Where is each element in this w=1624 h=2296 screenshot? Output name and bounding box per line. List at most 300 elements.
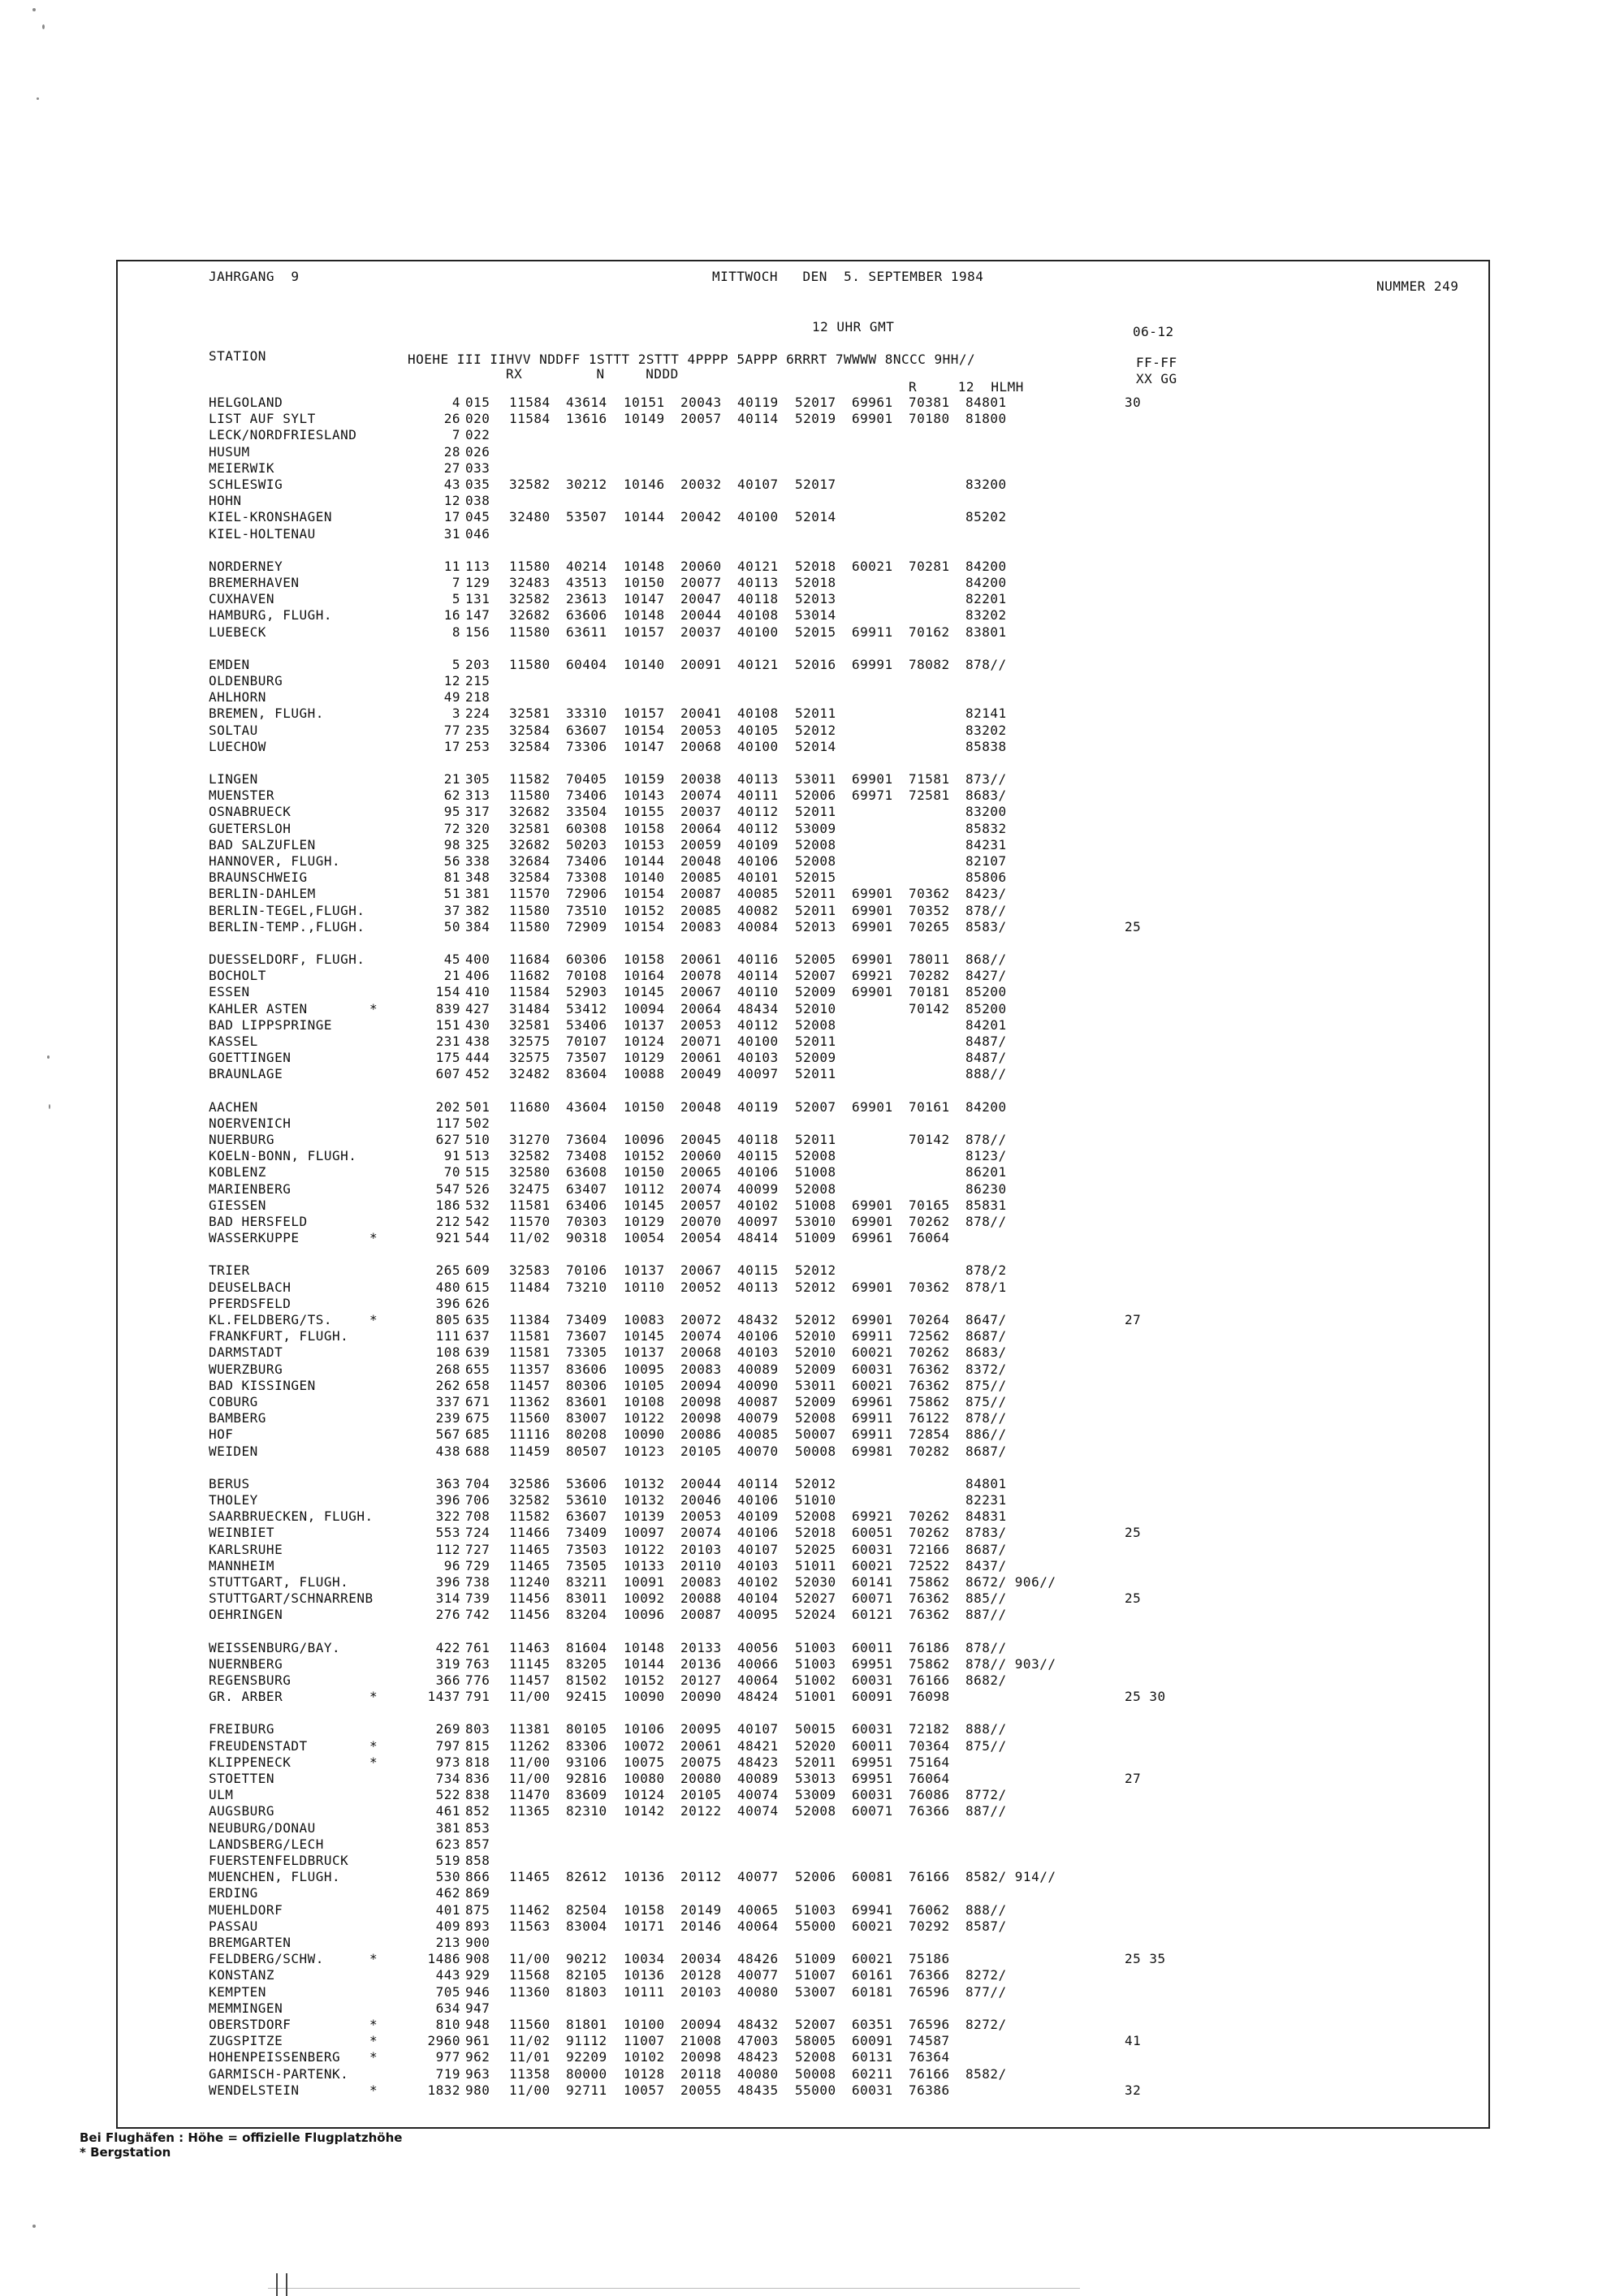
station-height: 16	[443, 607, 460, 624]
station-id: 313	[465, 788, 490, 804]
synop-group: 84231	[965, 836, 1007, 852]
synop-group: 8683/	[965, 788, 1007, 804]
station-height: 973	[435, 1754, 460, 1770]
synop-group: 80000	[566, 2065, 607, 2082]
synop-group: 10152	[624, 902, 665, 918]
wind-gust: 25 30	[1125, 1689, 1166, 1705]
synop-group: 10122	[624, 1410, 665, 1426]
table-row	[118, 658, 1458, 672]
synop-group: 60351	[852, 2017, 893, 2032]
wind-gust: 25	[1125, 918, 1142, 934]
synop-group: 20090	[680, 1689, 722, 1705]
station-height: 705	[435, 1983, 460, 2000]
synop-group: 52008	[795, 1508, 836, 1525]
synop-group: 83004	[566, 1918, 607, 1934]
station-name: BAD KISSINGEN	[209, 1377, 316, 1393]
synop-group: 40080	[737, 2065, 779, 2082]
synop-group: 73210	[566, 1279, 607, 1295]
synop-group: 52010	[795, 1000, 836, 1016]
station-name: WUERZBURG	[209, 1361, 283, 1377]
synop-group: 76386	[909, 2082, 950, 2098]
station-height: 51	[443, 886, 460, 902]
synop-group: 60031	[852, 1787, 893, 1803]
synop-group: 11580	[509, 624, 551, 640]
scan-rule	[268, 2288, 1080, 2289]
synop-group: 85200	[965, 1000, 1007, 1016]
synop-group: 40084	[737, 918, 779, 934]
synop-group: 10147	[624, 591, 665, 607]
station-height: 422	[435, 1639, 460, 1655]
station-name: MUEHLDORF	[209, 1901, 283, 1918]
table-row	[118, 1804, 1458, 1819]
mountain-marker: *	[369, 1737, 378, 1754]
synop-group: 10158	[624, 1901, 665, 1918]
station-id: 852	[465, 1803, 490, 1819]
synop-group: 69901	[852, 984, 893, 1000]
synop-group: 11581	[509, 1344, 551, 1361]
station-height: 21	[443, 968, 460, 984]
synop-group: 82612	[566, 1869, 607, 1885]
synop-group: 20098	[680, 1410, 722, 1426]
synop-group: 10154	[624, 918, 665, 934]
synop-group: 48435	[737, 2082, 779, 2098]
synop-group: 83601	[566, 1394, 607, 1409]
synop-group: 40065	[737, 1901, 779, 1918]
mountain-marker: *	[369, 2082, 378, 2098]
synop-group: 52011	[795, 706, 836, 722]
synop-group: 10150	[624, 1098, 665, 1115]
mountain-marker: *	[369, 1951, 378, 1967]
synop-group: 69941	[852, 1901, 893, 1918]
jahrgang: JAHRGANG 9	[209, 269, 300, 284]
synop-group: 10142	[624, 1803, 665, 1819]
synop-group: 40085	[737, 886, 779, 902]
synop-group: 10112	[624, 1180, 665, 1197]
synop-group: 52012	[795, 1475, 836, 1491]
table-row	[118, 2034, 1458, 2048]
synop-group: 20083	[680, 1361, 722, 1377]
synop-group: 11358	[509, 2065, 551, 2082]
synop-group: 70264	[909, 1312, 950, 1327]
synop-group: 20064	[680, 1000, 722, 1016]
synop-group: 52012	[795, 1312, 836, 1327]
synop-group: 76366	[909, 1967, 950, 1983]
station-height: 401	[435, 1901, 460, 1918]
station-height: 438	[435, 1443, 460, 1459]
station-name: BAMBERG	[209, 1410, 266, 1426]
synop-group: 20045	[680, 1132, 722, 1147]
station-id: 382	[465, 902, 490, 918]
station-name: BREMGARTEN	[209, 1935, 292, 1950]
station-height: 5	[451, 656, 460, 672]
station-name: HOF	[209, 1426, 234, 1443]
station-id: 046	[465, 525, 490, 542]
station-height: 28	[443, 443, 460, 460]
synop-group: 48432	[737, 2017, 779, 2032]
synop-group: 40102	[737, 1197, 779, 1213]
table-row	[118, 1329, 1458, 1344]
station-height: 719	[435, 2065, 460, 2082]
station-id: 838	[465, 1787, 490, 1803]
station-id: 708	[465, 1508, 490, 1525]
synop-group: 83604	[566, 1066, 607, 1082]
synop-group: 11680	[509, 1098, 551, 1115]
station-height: 62	[443, 788, 460, 804]
station-height: 363	[435, 1475, 460, 1491]
synop-group: 8683/	[965, 1344, 1007, 1361]
station-height: 17	[443, 738, 460, 754]
station-height: 72	[443, 820, 460, 836]
synop-group: 40121	[737, 558, 779, 574]
station-height: 276	[435, 1607, 460, 1623]
station-name: WEISSENBURG/BAY.	[209, 1639, 341, 1655]
synop-group: 31484	[509, 1000, 551, 1016]
station-id: 113	[465, 558, 490, 574]
station-height: 7	[451, 427, 460, 443]
station-id: 410	[465, 984, 490, 1000]
synop-group: 53009	[795, 820, 836, 836]
station-id: 305	[465, 771, 490, 787]
station-height: 810	[435, 2017, 460, 2032]
synop-group: 10095	[624, 1361, 665, 1377]
synop-group: 40115	[737, 1148, 779, 1164]
synop-group: 72854	[909, 1426, 950, 1443]
station-height: 81	[443, 870, 460, 886]
synop-group: 20074	[680, 1328, 722, 1344]
synop-group: 58005	[795, 2033, 836, 2049]
synop-group: 888//	[965, 1721, 1007, 1737]
synop-group: 48423	[737, 2049, 779, 2065]
station-name: MUENSTER	[209, 788, 275, 804]
synop-group: 20118	[680, 2065, 722, 2082]
station-height: 37	[443, 902, 460, 918]
synop-group: 52013	[795, 591, 836, 607]
synop-group: 83211	[566, 1574, 607, 1590]
synop-group: 11262	[509, 1737, 551, 1754]
synop-group: 40077	[737, 1869, 779, 1885]
synop-group: 76064	[909, 1771, 950, 1786]
table-row	[118, 428, 1458, 442]
station-name: DARMSTADT	[209, 1344, 283, 1361]
synop-group: 20057	[680, 1197, 722, 1213]
scan-speck	[47, 1055, 50, 1059]
synop-group: 11470	[509, 1787, 551, 1803]
footnote-airports: Bei Flughäfen : Höhe = offizielle Flugplatzhöhe	[80, 2130, 403, 2145]
synop-group: 80105	[566, 1721, 607, 1737]
synop-group: 40109	[737, 1508, 779, 1525]
synop-group: 32582	[509, 1148, 551, 1164]
synop-group: 32682	[509, 607, 551, 624]
synop-group: 10139	[624, 1508, 665, 1525]
synop-group: 20038	[680, 771, 722, 787]
station-name: GARMISCH-PARTENK.	[209, 2065, 349, 2082]
synop-group: 40111	[737, 788, 779, 804]
synop-group: 11466	[509, 1525, 551, 1541]
synop-group: 10152	[624, 1672, 665, 1688]
synop-group: 10140	[624, 656, 665, 672]
station-height: 314	[435, 1590, 460, 1607]
synop-group: 40113	[737, 771, 779, 787]
synop-group: 60404	[566, 656, 607, 672]
station-id: 325	[465, 836, 490, 852]
synop-group: 11456	[509, 1590, 551, 1607]
synop-group: 69921	[852, 1508, 893, 1525]
synop-group: 83202	[965, 607, 1007, 624]
synop-group: 85832	[965, 820, 1007, 836]
synop-group: 10148	[624, 607, 665, 624]
synop-group: 11384	[509, 1312, 551, 1327]
synop-group: 70405	[566, 771, 607, 787]
station-id: 900	[465, 1935, 490, 1950]
table-row	[118, 1182, 1458, 1197]
synop-group: 11465	[509, 1541, 551, 1557]
station-name: SOLTAU	[209, 722, 258, 738]
synop-group: 32582	[509, 1492, 551, 1508]
synop-group: 60021	[852, 1918, 893, 1934]
synop-group: 52011	[795, 1754, 836, 1770]
station-height: 77	[443, 722, 460, 738]
synop-group: 60031	[852, 1541, 893, 1557]
synop-group: 32584	[509, 738, 551, 754]
synop-group: 69901	[852, 918, 893, 934]
station-height: 547	[435, 1180, 460, 1197]
synop-group: 69951	[852, 1754, 893, 1770]
station-id: 869	[465, 1885, 490, 1901]
station-id: 427	[465, 1000, 490, 1016]
station-name: HANNOVER, FLUGH.	[209, 853, 341, 869]
column-header-line2: RX N NDDD	[506, 366, 679, 382]
synop-group: 60031	[852, 2082, 893, 2098]
synop-group: 40115	[737, 1262, 779, 1279]
synop-group: 50015	[795, 1721, 836, 1737]
synop-group: 69911	[852, 1328, 893, 1344]
synop-group: 10106	[624, 1721, 665, 1737]
synop-group: 40108	[737, 706, 779, 722]
synop-group: 92711	[566, 2082, 607, 2098]
table-row	[118, 1657, 1458, 1672]
synop-group: 32580	[509, 1164, 551, 1180]
station-name: KIEL-KRONSHAGEN	[209, 509, 332, 525]
synop-group: 52008	[795, 1410, 836, 1426]
report-date: MITTWOCH DEN 5. SEPTEMBER 1984	[712, 269, 984, 284]
table-row	[118, 920, 1458, 934]
synop-group: 40095	[737, 1607, 779, 1623]
table-row	[118, 395, 1458, 410]
synop-group: 40106	[737, 853, 779, 869]
synop-group: 60051	[852, 1525, 893, 1541]
synop-group: 20133	[680, 1639, 722, 1655]
station-height: 49	[443, 689, 460, 706]
synop-group: 72906	[566, 886, 607, 902]
station-id: 317	[465, 804, 490, 820]
synop-group: 76122	[909, 1410, 950, 1426]
table-row	[118, 985, 1458, 999]
table-row	[118, 1018, 1458, 1033]
station-name: SAARBRUECKEN, FLUGH.	[209, 1508, 374, 1525]
synop-group: 70381	[909, 395, 950, 410]
synop-group: 70303	[566, 1214, 607, 1229]
synop-group: 10132	[624, 1475, 665, 1491]
table-row	[118, 723, 1458, 738]
table-row	[118, 1591, 1458, 1606]
synop-group: 23613	[566, 591, 607, 607]
station-name: PFERDSFELD	[209, 1295, 292, 1311]
synop-group: 76062	[909, 1901, 950, 1918]
station-id: 853	[465, 1819, 490, 1836]
table-row	[118, 1051, 1458, 1065]
synop-group: 40101	[737, 870, 779, 886]
synop-group: 10080	[624, 1771, 665, 1786]
synop-group: 8682/	[965, 1672, 1007, 1688]
synop-group: 50203	[566, 836, 607, 852]
station-id: 320	[465, 820, 490, 836]
station-name: NUERNBERG	[209, 1655, 283, 1672]
synop-group: 40112	[737, 1016, 779, 1033]
synop-group: 20122	[680, 1803, 722, 1819]
synop-group: 69901	[852, 1197, 893, 1213]
station-name: HAMBURG, FLUGH.	[209, 607, 332, 624]
synop-group: 82310	[566, 1803, 607, 1819]
table-row	[118, 592, 1458, 606]
synop-group: 40080	[737, 1983, 779, 2000]
table-row	[118, 1985, 1458, 2000]
synop-group: 20048	[680, 853, 722, 869]
synop-group: 11582	[509, 1508, 551, 1525]
synop-group: 10164	[624, 968, 665, 984]
synop-group: 20032	[680, 477, 722, 492]
synop-group: 40106	[737, 1164, 779, 1180]
station-height: 269	[435, 1721, 460, 1737]
table-row	[118, 1575, 1458, 1590]
synop-group: 32684	[509, 853, 551, 869]
synop-group: 32581	[509, 820, 551, 836]
synop-group: 30212	[566, 477, 607, 492]
synop-group: 11560	[509, 2017, 551, 2032]
synop-group: 69961	[852, 1394, 893, 1409]
station-height: 462	[435, 1885, 460, 1901]
station-id: 639	[465, 1344, 490, 1361]
synop-group: 53010	[795, 1214, 836, 1229]
station-name: MEMMINGEN	[209, 2000, 283, 2016]
synop-group: 10152	[624, 1148, 665, 1164]
synop-group: 76166	[909, 1869, 950, 1885]
table-row	[118, 477, 1458, 492]
table-row	[118, 1722, 1458, 1737]
synop-group: 32583	[509, 1262, 551, 1279]
table-row	[118, 1509, 1458, 1524]
synop-group: 75164	[909, 1754, 950, 1770]
synop-group: 52012	[795, 1262, 836, 1279]
synop-group: 10136	[624, 1967, 665, 1983]
synop-group: 20087	[680, 1607, 722, 1623]
synop-group: 40087	[737, 1394, 779, 1409]
station-name: SCHLESWIG	[209, 477, 283, 492]
station-height: 734	[435, 1771, 460, 1786]
synop-group: 20060	[680, 1148, 722, 1164]
synop-group: 81502	[566, 1672, 607, 1688]
synop-group: 82504	[566, 1901, 607, 1918]
synop-group: 60306	[566, 952, 607, 967]
synop-group: 69961	[852, 395, 893, 410]
table-row	[118, 2001, 1458, 2016]
table-row	[118, 952, 1458, 967]
synop-group: 20105	[680, 1787, 722, 1803]
station-id: 430	[465, 1016, 490, 1033]
station-name: BERLIN-DAHLEM	[209, 886, 316, 902]
station-id: 738	[465, 1574, 490, 1590]
table-row	[118, 854, 1458, 869]
station-id: 655	[465, 1361, 490, 1377]
table-row	[118, 1952, 1458, 1966]
synop-group: 82141	[965, 706, 1007, 722]
synop-group: 70142	[909, 1000, 950, 1016]
station-id: 129	[465, 575, 490, 590]
synop-group: 8372/	[965, 1361, 1007, 1377]
synop-group: 63606	[566, 607, 607, 624]
station-id: 704	[465, 1475, 490, 1491]
synop-group: 20044	[680, 1475, 722, 1491]
synop-group: 63608	[566, 1164, 607, 1180]
station-id: 444	[465, 1050, 490, 1066]
synop-group: 73604	[566, 1132, 607, 1147]
column-ff2: XX GG	[1136, 371, 1177, 386]
synop-group: 81800	[965, 411, 1007, 427]
station-id: 348	[465, 870, 490, 886]
station-id: 929	[465, 1967, 490, 1983]
synop-group: 20061	[680, 1737, 722, 1754]
table-row	[118, 412, 1458, 426]
station-name: KARLSRUHE	[209, 1541, 283, 1557]
synop-group: 20060	[680, 558, 722, 574]
synop-group: 13616	[566, 411, 607, 427]
synop-group: 84801	[965, 395, 1007, 410]
synop-group: 50008	[795, 1443, 836, 1459]
scan-speck	[32, 8, 36, 11]
synop-group: 73308	[566, 870, 607, 886]
synop-group: 10145	[624, 1328, 665, 1344]
synop-group: 888//	[965, 1066, 1007, 1082]
synop-group: 76364	[909, 2049, 950, 2065]
synop-group: 20085	[680, 902, 722, 918]
synop-group: 11360	[509, 1983, 551, 2000]
station-height: 366	[435, 1672, 460, 1688]
synop-group: 32581	[509, 706, 551, 722]
synop-group: 20103	[680, 1983, 722, 2000]
synop-group: 10147	[624, 738, 665, 754]
table-row	[118, 1673, 1458, 1688]
synop-group: 85831	[965, 1197, 1007, 1213]
table-row	[118, 969, 1458, 983]
synop-group: 53013	[795, 1771, 836, 1786]
table-row	[118, 1870, 1458, 1884]
synop-group: 63607	[566, 1508, 607, 1525]
station-id: 532	[465, 1197, 490, 1213]
synop-group: 20103	[680, 1541, 722, 1557]
synop-group: 52008	[795, 1148, 836, 1164]
synop-group: 73406	[566, 853, 607, 869]
synop-group: 33310	[566, 706, 607, 722]
synop-group: 69971	[852, 788, 893, 804]
synop-group: 10088	[624, 1066, 665, 1082]
synop-group: 70107	[566, 1034, 607, 1049]
synop-group: 11007	[624, 2033, 665, 2049]
synop-group: 10137	[624, 1262, 665, 1279]
station-height: 202	[435, 1098, 460, 1115]
synop-group: 10145	[624, 984, 665, 1000]
synop-group: 33504	[566, 804, 607, 820]
synop-group: 885//	[965, 1590, 1007, 1607]
table-row	[118, 1543, 1458, 1557]
